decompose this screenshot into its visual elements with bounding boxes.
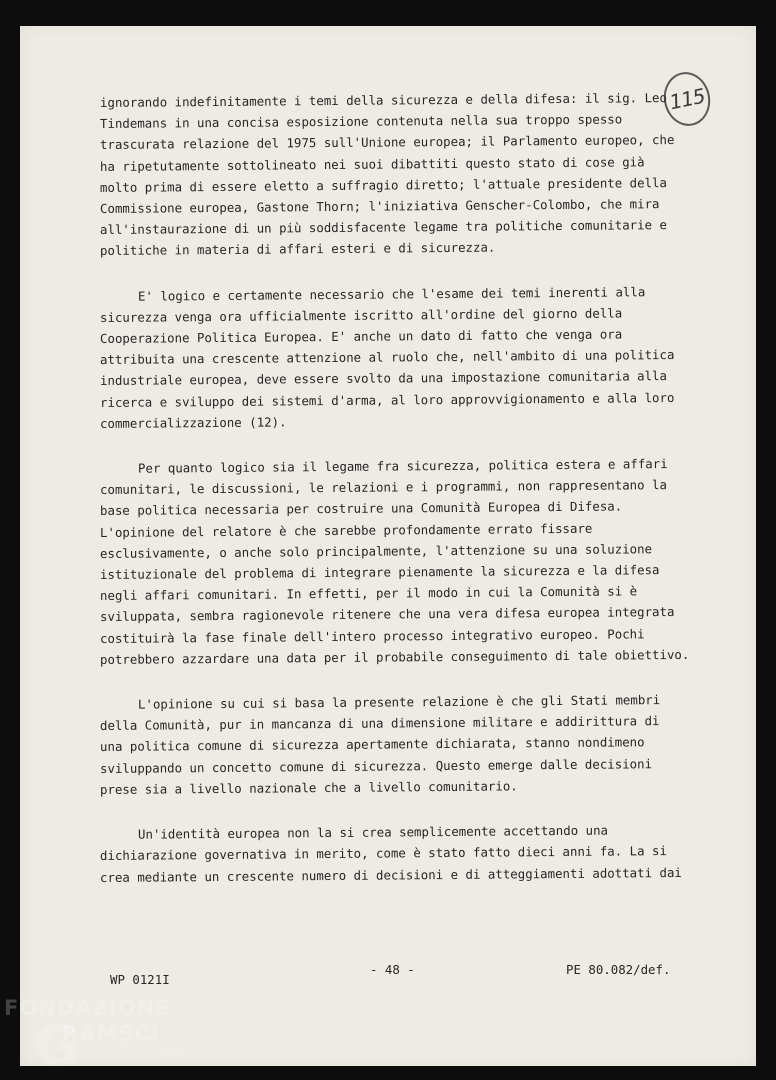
text-line: attribuita una crescente attenzione al ruolo che, nell'ambito di una politica: [99, 347, 675, 368]
footer-document-id: PE 80.082/def.: [566, 962, 671, 977]
paragraph-2: [99, 283, 680, 434]
text-line: comunitari, le discussioni, le relazioni e i programmi, non rappresentano la: [99, 477, 667, 498]
text-line: una politica comune di sicurezza apertamente dichiarata, stanno nondimeno: [99, 734, 645, 755]
text-line: costituirà la fase finale dell'intero processo integrativo europeo. Pochi: [99, 625, 645, 646]
text-line: crea mediante un crescente numero di decisioni e di atteggiamenti adottati dai: [99, 864, 682, 885]
document-page: [20, 26, 756, 1066]
text-line: Per quanto logico sia il legame fra sicurezza, politica estera e affari: [137, 456, 668, 476]
paragraph-3: [99, 456, 690, 670]
text-line: Tindemans in una concisa esposizione contenuta nella sua troppo spesso: [99, 111, 623, 132]
text-line: potrebbero azzardare una data per il probabile conseguimento di tale obiettivo.: [99, 646, 690, 667]
text-line: esclusivamente, o anche solo principalmente, l'attenzione su una soluzione: [99, 541, 653, 561]
text-line: industriale europea, deve essere svolto da una impostazione comunitaria alla: [99, 368, 667, 389]
text-line: dichiarazione governativa in merito, come è stato fatto dieci anni fa. La si: [99, 843, 667, 864]
text-line: Un'identità europea non la si crea semplicemente accettando una: [137, 822, 609, 842]
text-line: istituzionale del problema di integrare pienamente la sicurezza e la difesa: [99, 562, 660, 583]
text-line: trascurata relazione del 1975 sull'Unione europea; il Parlamento europeo, che: [99, 132, 675, 153]
watermark-logo-glyph: G: [34, 1014, 80, 1079]
handwritten-page-number: 115: [659, 68, 715, 130]
watermark-line-2: RAMSCI: [62, 1022, 160, 1046]
text-line: E' logico e certamente necessario che l'esame dei temi inerenti alla: [137, 283, 646, 304]
document-body: [99, 90, 690, 912]
text-line: base politica necessaria per costruire una Comunità Europea di Difesa.: [99, 498, 623, 519]
footer-reference-code: WP 0121I: [110, 972, 170, 987]
text-line: della Comunità, pur in mancanza di una dimensione militare e addirittura di: [99, 713, 660, 734]
paragraph-5: [100, 824, 680, 888]
fondazione-gramsci-watermark: [4, 992, 204, 1078]
text-line: all'instaurazione di un più soddisfacente legame tra politiche comunitarie e: [99, 217, 667, 238]
text-line: Commissione europea, Gastone Thorn; l'iniziativa Genscher-Colombo, che mira: [99, 196, 660, 217]
text-line: ricerca e sviluppo dei sistemi d'arma, al loro approvvigionamento e alla loro: [99, 389, 675, 410]
watermark-suffix: onlus: [162, 1048, 189, 1059]
paragraph-1: [100, 92, 680, 262]
text-line: Cooperazione Politica Europea. E' anche un dato di fatto che venga ora: [99, 326, 623, 347]
watermark-line-1: FONDAZIONE: [4, 996, 171, 1020]
text-line: L'opinione su cui si basa la presente relazione è che gli Stati membri: [137, 692, 661, 712]
text-line: prese sia a livello nazionale che a livello comunitario.: [99, 778, 518, 797]
text-line: molto prima di essere eletto a suffragio diretto; l'attuale presidente della: [99, 174, 667, 195]
text-line: ha ripetutamente sottolineato nei suoi dibattiti questo stato di cose già: [99, 153, 645, 174]
text-line: ignorando indefinitamente i temi della sicurezza e della difesa: il sig. Leo: [99, 90, 667, 110]
text-line: sviluppata, sembra ragionevole ritenere che una vera difesa europea integrata: [99, 604, 675, 625]
text-line: sviluppando un concetto comune di sicurezza. Questo emerge dalle decisioni: [99, 755, 653, 776]
text-line: negli affari comunitari. In effetti, per il modo in cui la Comunità si è: [99, 583, 638, 604]
text-line: sicurezza venga ora ufficialmente iscritto all'ordine del giorno della: [99, 305, 623, 325]
text-line: politiche in materia di affari esteri e di sicurezza.: [99, 239, 496, 259]
text-line: commercializzazione (12).: [99, 414, 287, 431]
text-line: L'opinione del relatore è che sarebbe profondamente errato fissare: [99, 520, 593, 540]
footer-page-number: - 48 -: [370, 962, 415, 977]
paragraph-4: [100, 694, 680, 800]
